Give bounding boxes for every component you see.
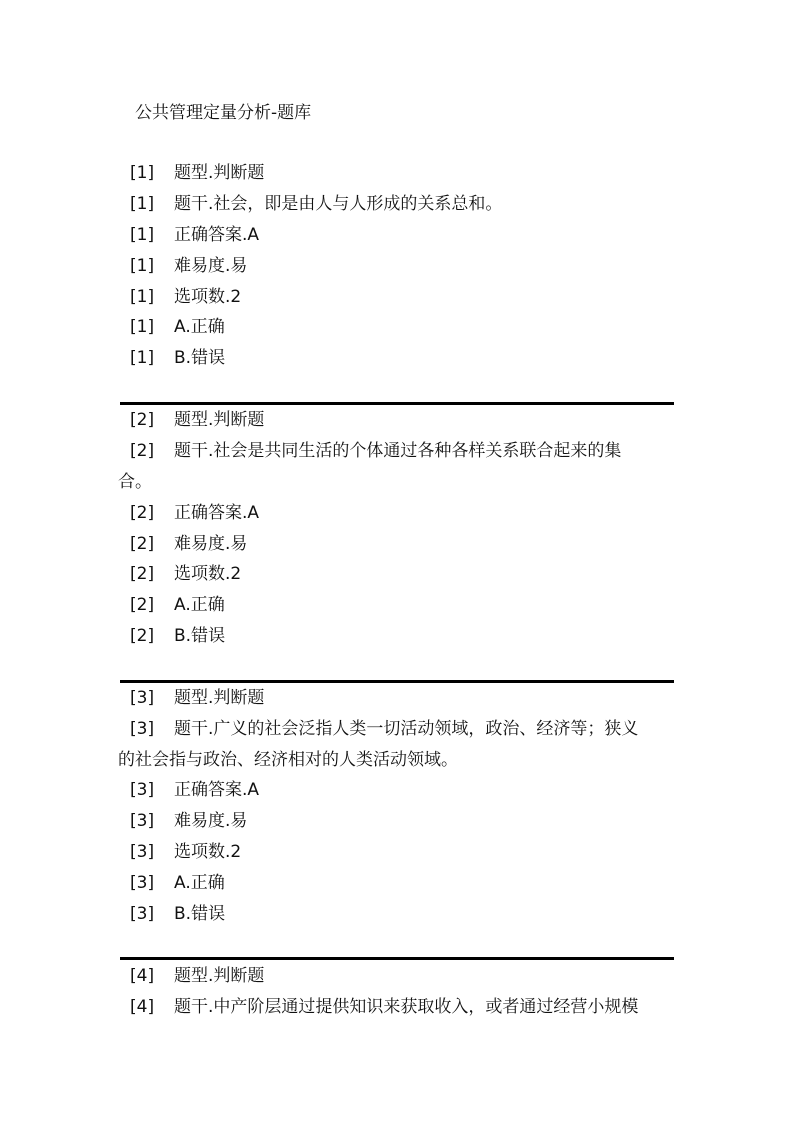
question-index: [3] bbox=[130, 873, 155, 893]
question-index: [3] bbox=[130, 904, 155, 924]
question-index: [1] bbox=[130, 256, 155, 276]
question-option-a: A.正确 bbox=[174, 873, 225, 893]
question-separator bbox=[120, 402, 674, 405]
question-index: [3] bbox=[130, 811, 155, 831]
question-option-count: 选项数.2 bbox=[174, 564, 242, 584]
question-stem: 题干.社会，即是由人与人形成的关系总和。 bbox=[174, 194, 503, 214]
question-index: [2] bbox=[130, 626, 155, 646]
question-option-count: 选项数.2 bbox=[174, 287, 242, 307]
question-difficulty: 难易度.易 bbox=[174, 534, 248, 554]
question-index: [1] bbox=[130, 348, 155, 368]
question-type: 题型.判断题 bbox=[174, 410, 265, 430]
question-option-a: A.正确 bbox=[174, 317, 225, 337]
question-index: [4] bbox=[130, 997, 155, 1017]
question-index: [3] bbox=[130, 780, 155, 800]
question-index: [2] bbox=[130, 564, 155, 584]
question-separator bbox=[120, 957, 674, 960]
question-stem: 题干.社会是共同生活的个体通过各种各样关系联合起来的集 bbox=[174, 441, 622, 461]
question-difficulty: 难易度.易 bbox=[174, 811, 248, 831]
question-stem-continuation: 的社会指与政治、经济相对的人类活动领域。 bbox=[118, 750, 458, 770]
question-option-count: 选项数.2 bbox=[174, 842, 242, 862]
question-answer: 正确答案.A bbox=[174, 503, 260, 523]
question-index: [4] bbox=[130, 966, 155, 986]
question-type: 题型.判断题 bbox=[174, 163, 265, 183]
question-index: [1] bbox=[130, 163, 155, 183]
question-stem-continuation: 合。 bbox=[118, 472, 152, 492]
question-difficulty: 难易度.易 bbox=[174, 256, 248, 276]
question-separator bbox=[120, 680, 674, 683]
question-index: [2] bbox=[130, 410, 155, 430]
question-stem: 题干.中产阶层通过提供知识来获取收入，或者通过经营小规模 bbox=[174, 997, 639, 1017]
question-option-b: B.错误 bbox=[174, 904, 226, 924]
document-title: 公共管理定量分析-题库 bbox=[135, 103, 312, 123]
question-index: [2] bbox=[130, 503, 155, 523]
question-stem: 题干.广义的社会泛指人类一切活动领域，政治、经济等；狭义 bbox=[174, 719, 639, 739]
question-option-b: B.错误 bbox=[174, 348, 226, 368]
question-index: [3] bbox=[130, 688, 155, 708]
question-option-b: B.错误 bbox=[174, 626, 226, 646]
question-index: [2] bbox=[130, 534, 155, 554]
question-type: 题型.判断题 bbox=[174, 966, 265, 986]
question-index: [1] bbox=[130, 317, 155, 337]
question-option-a: A.正确 bbox=[174, 595, 225, 615]
question-index: [3] bbox=[130, 842, 155, 862]
question-index: [2] bbox=[130, 441, 155, 461]
question-type: 题型.判断题 bbox=[174, 688, 265, 708]
question-index: [2] bbox=[130, 595, 155, 615]
question-index: [3] bbox=[130, 719, 155, 739]
question-answer: 正确答案.A bbox=[174, 225, 260, 245]
question-index: [1] bbox=[130, 194, 155, 214]
question-index: [1] bbox=[130, 287, 155, 307]
question-index: [1] bbox=[130, 225, 155, 245]
question-answer: 正确答案.A bbox=[174, 780, 260, 800]
